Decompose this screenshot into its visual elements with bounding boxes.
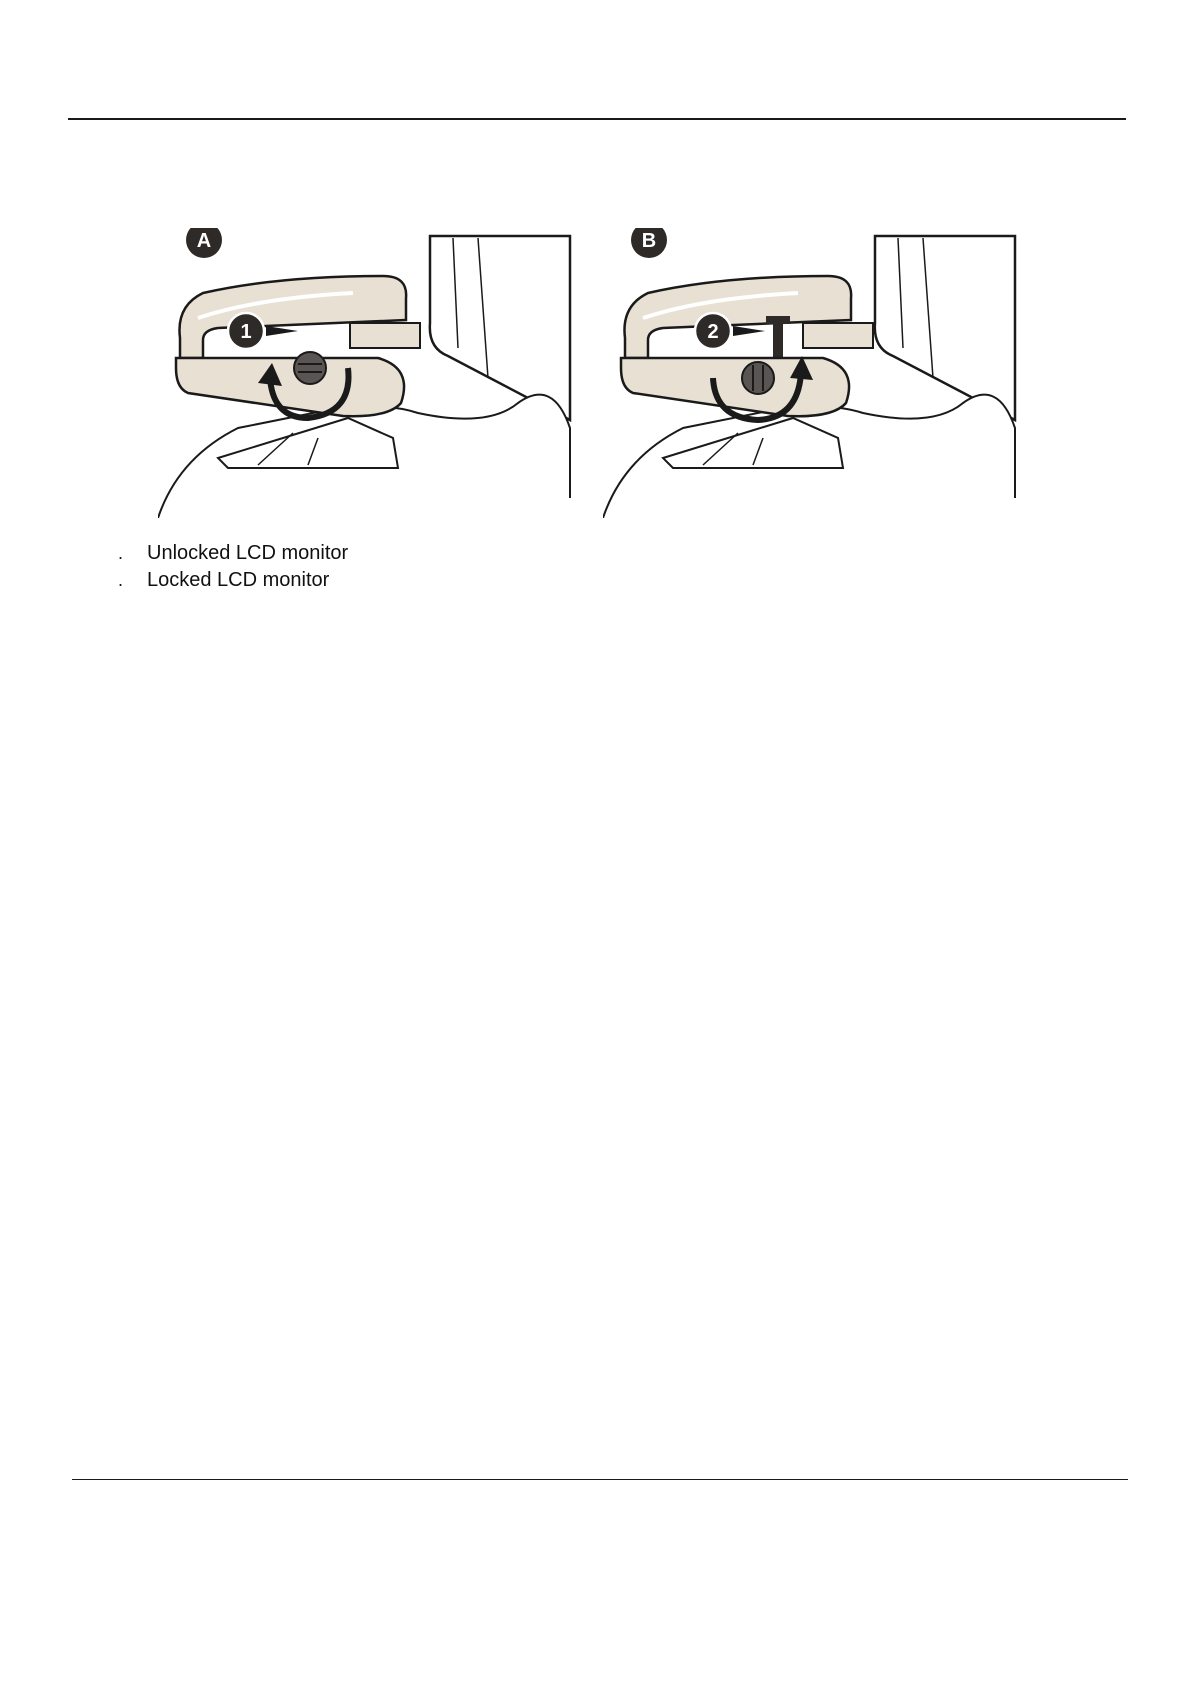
figure-caption-list [118, 540, 348, 594]
locked-latch-illustration [603, 228, 1033, 518]
footer-rule [72, 1479, 1128, 1480]
step-number-label: 2 [707, 321, 719, 343]
figure-unlocked-illustration [158, 228, 588, 518]
figure-locked-illustration [603, 228, 1033, 518]
caption-marker: . [118, 543, 124, 563]
caption-item [118, 540, 348, 567]
header-rule [68, 118, 1126, 120]
caption-text: Unlocked LCD monitor [147, 542, 349, 564]
caption-text: Locked LCD monitor [147, 569, 330, 591]
step-number-label: 1 [240, 321, 252, 343]
figure-letter-label: A [196, 230, 212, 252]
figure-letter-label: B [641, 230, 657, 252]
caption-marker: . [118, 570, 124, 590]
caption-item [118, 567, 348, 594]
unlocked-latch-illustration [158, 228, 588, 518]
